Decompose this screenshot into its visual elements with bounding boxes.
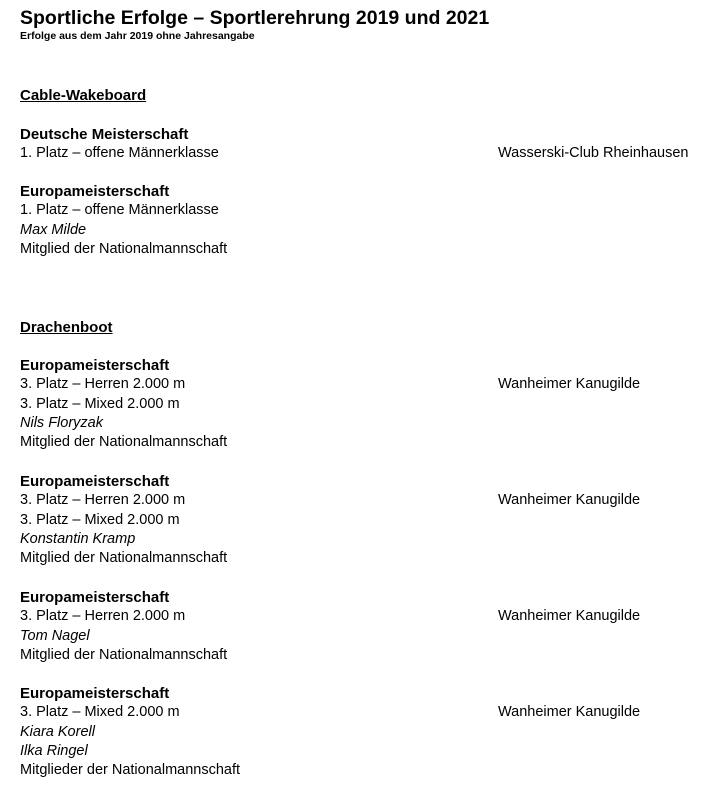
- entry-cable-em: [20, 182, 700, 259]
- entry-cable-dm: [20, 125, 700, 164]
- competition-title: Europameisterschaft: [20, 357, 170, 374]
- club-name: Wanheimer Kanugilde: [498, 704, 641, 721]
- competition-title: Europameisterschaft: [20, 685, 170, 702]
- result-line: 3. Platz – Mixed 2.000 m: [20, 395, 180, 412]
- athlete-name: Kiara Korell: [20, 723, 95, 740]
- result-line: 3. Platz – Herren 2.000 m: [20, 608, 186, 625]
- page-title: Sportliche Erfolge – Sportlerehrung 2019 und 2021: [20, 7, 490, 29]
- section-heading-cable-wakeboard: Cable-Wakeboard: [20, 87, 147, 104]
- result-line: 1. Platz – offene Männerklasse: [20, 145, 219, 162]
- competition-title: Deutsche Meisterschaft: [20, 126, 189, 143]
- competition-title: Europameisterschaft: [20, 589, 170, 606]
- athlete-name: Nils Floryzak: [20, 414, 103, 431]
- membership-note: Mitglied der Nationalmannschaft: [20, 646, 228, 663]
- membership-note: Mitglied der Nationalmannschaft: [20, 240, 228, 257]
- result-line: 1. Platz – offene Männerklasse: [20, 202, 219, 219]
- competition-title: Europameisterschaft: [20, 473, 170, 490]
- entry-drachenboot-2: [20, 472, 700, 568]
- result-line: 3. Platz – Herren 2.000 m: [20, 376, 186, 393]
- club-name: Wasserski-Club Rheinhausen: [498, 145, 689, 162]
- entry-drachenboot-4: [20, 684, 700, 780]
- athlete-name: Tom Nagel: [20, 627, 90, 644]
- competition-title: Europameisterschaft: [20, 183, 170, 200]
- club-name: Wanheimer Kanugilde: [498, 492, 641, 509]
- club-name: Wanheimer Kanugilde: [498, 608, 641, 625]
- section-heading-drachenboot: Drachenboot: [20, 319, 113, 336]
- athlete-name: Max Milde: [20, 221, 87, 238]
- club-name: Wanheimer Kanugilde: [498, 376, 641, 393]
- result-line: 3. Platz – Mixed 2.000 m: [20, 511, 180, 528]
- page-subtitle: Erfolge aus dem Jahr 2019 ohne Jahresangabe: [20, 30, 255, 42]
- athlete-name: Ilka Ringel: [20, 742, 88, 759]
- document-page: [20, 6, 700, 779]
- result-line: 3. Platz – Mixed 2.000 m: [20, 704, 180, 721]
- membership-note: Mitglied der Nationalmannschaft: [20, 550, 228, 567]
- entry-drachenboot-1: [20, 356, 700, 452]
- membership-note: Mitglied der Nationalmannschaft: [20, 434, 228, 451]
- athlete-name: Konstantin Kramp: [20, 530, 136, 547]
- entry-drachenboot-3: [20, 588, 700, 665]
- membership-note: Mitglieder der Nationalmannschaft: [20, 762, 241, 779]
- result-line: 3. Platz – Herren 2.000 m: [20, 492, 186, 509]
